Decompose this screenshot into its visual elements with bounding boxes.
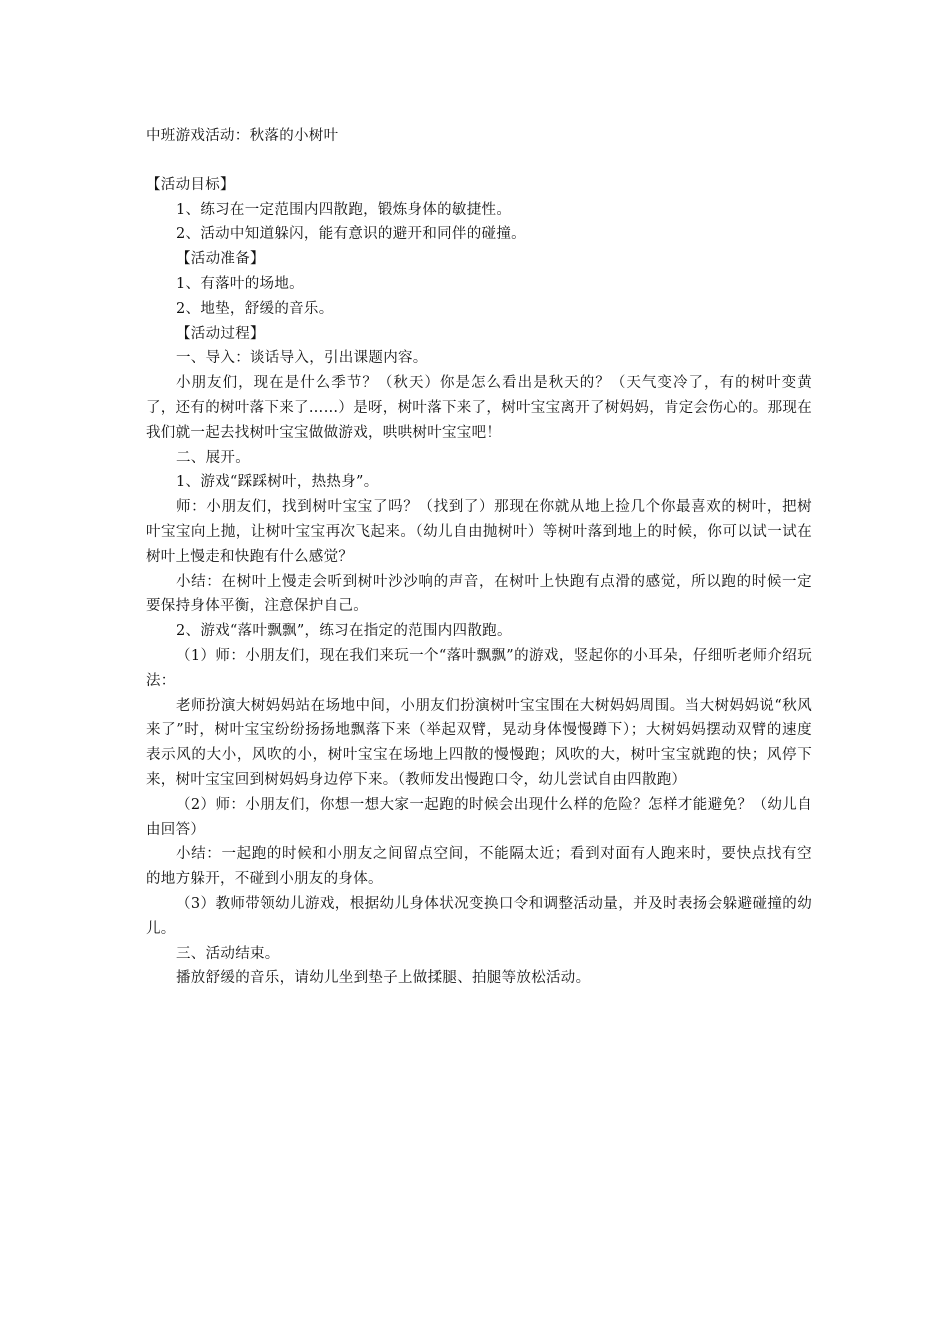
intro-paragraph: 小朋友们，现在是什么季节？（秋天）你是怎么看出是秋天的？（天气变冷了，有的树叶变黄了，还有的树叶落下来了……）是呀，树叶落下来了，树叶宝宝离开了树妈妈，肯定会伤心的。那现在我们就一起去找树叶宝宝做做游戏，哄哄树叶宝宝吧！ xyxy=(146,375,812,441)
game-2-summary: 小结：一起跑的时候和小朋友之间留点空间，不能隔太近；看到对面有人跑来时，要快点找有空的地方躲开，不碰到小朋友的身体。 xyxy=(146,846,812,888)
game-2-step-1: （1）师：小朋友们，现在我们来玩一个“落叶飘飘”的游戏，竖起你的小耳朵，仔细听老师介绍玩法： xyxy=(146,647,812,689)
goal-item-1: 1、练习在一定范围内四散跑，锻炼身体的敏捷性。 xyxy=(176,201,512,218)
document-body xyxy=(146,124,812,991)
process-step-end: 三、活动结束。 xyxy=(176,945,280,962)
preparation-item-1: 1、有落叶的场地。 xyxy=(176,275,304,292)
process-step-develop: 二、展开。 xyxy=(176,449,250,466)
document-title: 中班游戏活动：秋落的小树叶 xyxy=(146,128,339,144)
process-step-intro: 一、导入：谈话导入，引出课题内容。 xyxy=(176,350,428,367)
game-2-rules: 老师扮演大树妈妈站在场地中间，小朋友们扮演树叶宝宝围在大树妈妈周围。当大树妈妈说“秋风来了”时，树叶宝宝纷纷扬扬地飘落下来（举起双臂，晃动身体慢慢蹲下）；大树妈妈摆动双臂的速度表示风的大小，风吹的小，树叶宝宝在场地上四散的慢慢跑；风吹的大，树叶宝宝就跑的快；风停下来，树叶宝宝回到树妈妈身边停下来。（教师发出慢跑口令，幼儿尝试自由四散跑） xyxy=(146,697,812,788)
section-heading-goals: 【活动目标】 xyxy=(146,176,235,193)
section-heading-preparation: 【活动准备】 xyxy=(176,251,265,268)
game-2-title: 2、游戏“落叶飘飘”，练习在指定的范围内四散跑。 xyxy=(176,623,512,640)
game-2-step-2: （2）师：小朋友们，你想一想大家一起跑的时候会出现什么样的危险？怎样才能避免？（幼儿自由回答） xyxy=(146,796,812,838)
section-heading-process: 【活动过程】 xyxy=(176,325,265,342)
goal-item-2: 2、活动中知道躲闪，能有意识的避开和同伴的碰撞。 xyxy=(176,226,526,243)
preparation-item-2: 2、地垫，舒缓的音乐。 xyxy=(176,300,334,317)
game-2-step-3: （3）教师带领幼儿游戏，根据幼儿身体状况变换口令和调整活动量，并及时表扬会躲避碰撞的幼儿。 xyxy=(146,895,812,937)
ending-paragraph: 播放舒缓的音乐，请幼儿坐到垫子上做揉腿、拍腿等放松活动。 xyxy=(176,970,591,987)
game-1-summary: 小结：在树叶上慢走会听到树叶沙沙响的声音，在树叶上快跑有点滑的感觉，所以跑的时候一定要保持身体平衡，注意保护自己。 xyxy=(146,573,812,615)
game-1-title: 1、游戏“踩踩树叶，热热身”。 xyxy=(176,474,379,491)
game-1-instructions: 师：小朋友们，找到树叶宝宝了吗？（找到了）那现在你就从地上捡几个你最喜欢的树叶，把树叶宝宝向上抛，让树叶宝宝再次飞起来。（幼儿自由抛树叶）等树叶落到地上的时候，你可以试一试在树叶上慢走和快跑有什么感觉？ xyxy=(146,499,812,565)
